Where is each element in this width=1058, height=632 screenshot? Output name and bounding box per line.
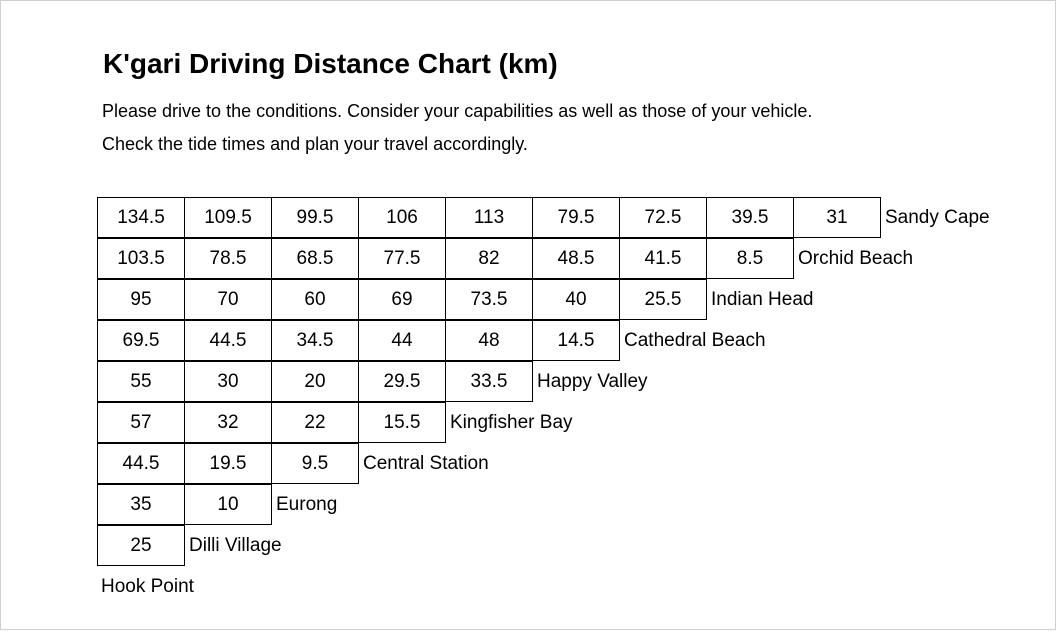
distance-cell: 60 bbox=[271, 279, 359, 320]
location-label: Happy Valley bbox=[537, 371, 648, 392]
distance-cell: 69 bbox=[358, 279, 446, 320]
distance-cell: 82 bbox=[445, 238, 533, 279]
distance-cell: 34.5 bbox=[271, 320, 359, 361]
location-label: Orchid Beach bbox=[798, 248, 914, 269]
distance-cell: 95 bbox=[97, 279, 185, 320]
distance-cell: 19.5 bbox=[184, 443, 272, 484]
distance-cell: 35 bbox=[97, 484, 185, 525]
distance-cell: 79.5 bbox=[532, 197, 620, 238]
location-label: Dilli Village bbox=[189, 535, 282, 556]
distance-cell: 14.5 bbox=[532, 320, 620, 361]
location-label: Indian Head bbox=[711, 289, 814, 310]
distance-cell: 44.5 bbox=[184, 320, 272, 361]
distance-cell: 106 bbox=[358, 197, 446, 238]
distance-cell: 32 bbox=[184, 402, 272, 443]
distance-row bbox=[97, 525, 282, 566]
distance-cell: 48.5 bbox=[532, 238, 620, 279]
distance-cell: 31 bbox=[793, 197, 881, 238]
location-label: Sandy Cape bbox=[885, 207, 990, 228]
distance-row bbox=[97, 238, 913, 279]
distance-cell: 69.5 bbox=[97, 320, 185, 361]
distance-cell: 70 bbox=[184, 279, 272, 320]
distance-row bbox=[97, 402, 573, 443]
distance-cell: 134.5 bbox=[97, 197, 185, 238]
distance-cell: 8.5 bbox=[706, 238, 794, 279]
distance-cell: 40 bbox=[532, 279, 620, 320]
distance-row bbox=[97, 279, 813, 320]
distance-row bbox=[97, 320, 766, 361]
distance-cell: 103.5 bbox=[97, 238, 185, 279]
distance-cell: 99.5 bbox=[271, 197, 359, 238]
distance-cell: 41.5 bbox=[619, 238, 707, 279]
distance-cell: 33.5 bbox=[445, 361, 533, 402]
distance-row bbox=[97, 361, 648, 402]
distance-cell: 44 bbox=[358, 320, 446, 361]
distance-cell: 57 bbox=[97, 402, 185, 443]
location-label: Central Station bbox=[363, 453, 489, 474]
location-label-hook-point: Hook Point bbox=[101, 576, 194, 597]
distance-cell: 22 bbox=[271, 402, 359, 443]
distance-cell: 25.5 bbox=[619, 279, 707, 320]
distance-cell: 25 bbox=[97, 525, 185, 566]
distance-row bbox=[97, 484, 337, 525]
distance-cell: 113 bbox=[445, 197, 533, 238]
location-label: Cathedral Beach bbox=[624, 330, 766, 351]
distance-cell: 44.5 bbox=[97, 443, 185, 484]
distance-cell: 72.5 bbox=[619, 197, 707, 238]
distance-cell: 55 bbox=[97, 361, 185, 402]
distance-cell: 78.5 bbox=[184, 238, 272, 279]
distance-cell: 9.5 bbox=[271, 443, 359, 484]
distance-row bbox=[97, 197, 990, 238]
page-title: K'gari Driving Distance Chart (km) bbox=[103, 48, 558, 79]
distance-cell: 29.5 bbox=[358, 361, 446, 402]
distance-cell: 68.5 bbox=[271, 238, 359, 279]
location-label: Kingfisher Bay bbox=[450, 412, 573, 433]
distance-cell: 109.5 bbox=[184, 197, 272, 238]
location-label: Eurong bbox=[276, 494, 338, 515]
distance-cell: 77.5 bbox=[358, 238, 446, 279]
distance-row bbox=[97, 443, 489, 484]
driving-conditions-note: Please drive to the conditions. Consider your capabilities as well as those of your vehicle. bbox=[102, 101, 813, 121]
distance-cell: 15.5 bbox=[358, 402, 446, 443]
distance-cell: 30 bbox=[184, 361, 272, 402]
distance-cell: 20 bbox=[271, 361, 359, 402]
distance-cell: 48 bbox=[445, 320, 533, 361]
distance-cell: 39.5 bbox=[706, 197, 794, 238]
distance-cell: 73.5 bbox=[445, 279, 533, 320]
distance-cell: 10 bbox=[184, 484, 272, 525]
distance-chart-grid bbox=[97, 197, 1057, 617]
tide-times-note: Check the tide times and plan your travel accordingly. bbox=[102, 134, 528, 154]
